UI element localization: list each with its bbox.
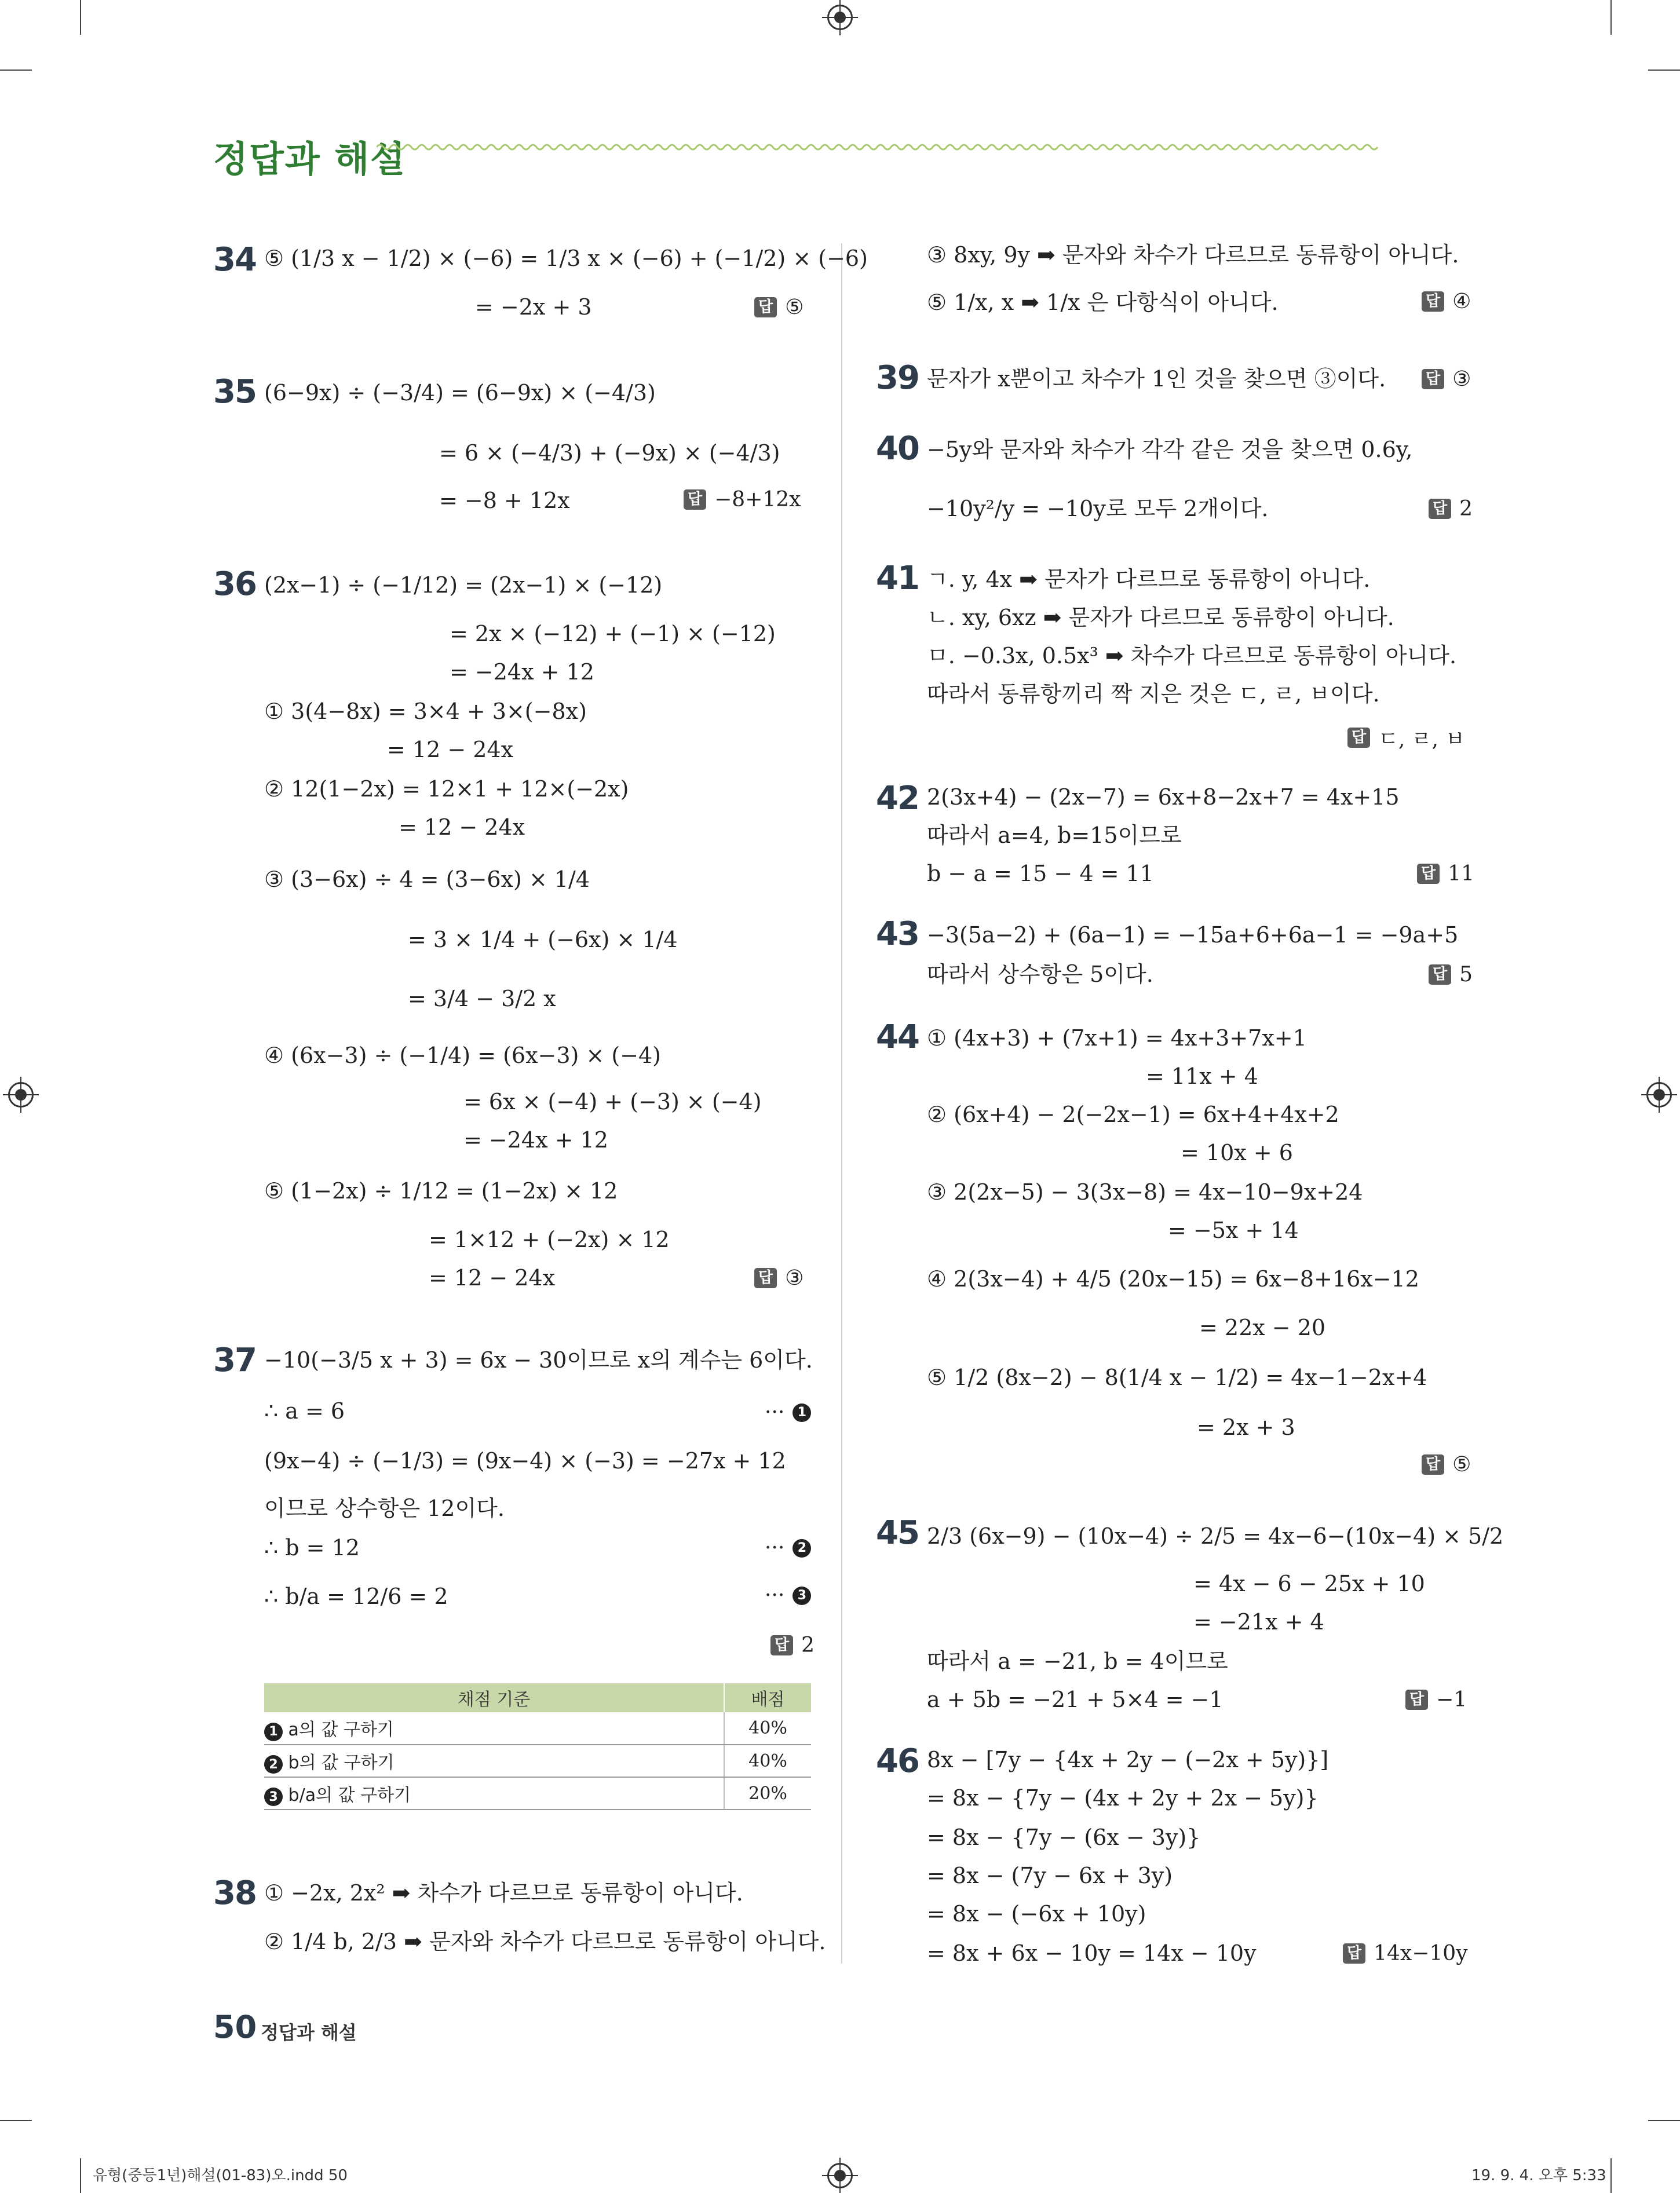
solution-line: ⑤ (1/3 x − 1/2) × (−6) = 1/3 x × (−6) + (−1/2) × (−6) [264,246,868,271]
answer-badge: 답 [1417,864,1440,884]
solution-line: ① (4x+3) + (7x+1) = 4x+3+7x+1 [927,1025,1307,1051]
footer-label: 정답과 해설 [261,2022,357,2044]
solution-line: b − a = 15 − 4 = 11 [927,861,1154,886]
solution-line: ⑤ 1/2 (8x−2) − 8(1/4 x − 1/2) = 4x−1−2x+4 [927,1365,1427,1390]
solution-line: = 1×12 + (−2x) × 12 [429,1227,670,1252]
solution-line: = 8x + 6x − 10y = 14x − 10y [927,1940,1257,1966]
answer [1405,1688,1467,1712]
solution-line: 따라서 a=4, b=15이므로 [927,823,1182,848]
table-header: 채점 기준 [264,1683,724,1712]
print-date: 19. 9. 4. 오후 5:33 [1471,2167,1606,2184]
solution-line: ㅁ. −0.3x, 0.5x³ ➡ 차수가 다르므로 동류항이 아니다. [927,643,1457,668]
solution-line: = 6x × (−4) + (−3) × (−4) [463,1089,762,1114]
step-marker [765,1584,811,1607]
answer [1347,723,1465,752]
header-wavy-line [377,141,1477,153]
problem-number: 38 [213,1874,256,1912]
answer-value: ⑤ [1452,1453,1471,1476]
table-cell: b의 값 구하기 [288,1752,395,1773]
answer [754,1266,804,1290]
solution-line: = 12 − 24x [399,814,525,840]
answer-badge: 답 [1422,291,1444,312]
solution-line: = 11x + 4 [1146,1063,1258,1089]
answer-value: 2 [801,1633,815,1657]
answer-value: 2 [1459,497,1473,521]
crop-mark [1648,70,1680,71]
answer [1429,963,1473,986]
solution-line: ② (6x+4) − 2(−2x−1) = 6x+4+4x+2 [927,1102,1339,1127]
step-dots: ··· [765,1536,785,1560]
table-cell: a의 값 구하기 [288,1720,394,1741]
solution-line: = −5x + 14 [1168,1218,1299,1243]
step-badge: 1 [792,1403,811,1422]
solution-line: 2/3 (6x−9) − (10x−4) ÷ 2/5 = 4x−6−(10x−4) × 5/2 [927,1523,1504,1549]
crop-mark [0,2120,32,2121]
answer-badge: 답 [1405,1690,1428,1710]
problem-number: 36 [213,565,256,603]
solution-line: 8x − [7y − {4x + 2y − (−2x + 5y)}] [927,1747,1329,1772]
answer-badge: 답 [1343,1943,1365,1964]
answer-value: −8+12x [714,488,801,511]
answer-badge: 답 [754,297,777,317]
table-header: 배점 [724,1683,811,1712]
step-badge: 3 [264,1788,283,1806]
solution-line: ① −2x, 2x² ➡ 차수가 다르므로 동류항이 아니다. [264,1880,743,1906]
answer-badge: 답 [1429,964,1451,985]
solution-line: = 3/4 − 3/2 x [408,986,556,1011]
answer [1343,1942,1468,1965]
solution-line: (2x−1) ÷ (−1/12) = (2x−1) × (−12) [264,572,663,598]
problem-number: 43 [876,915,919,953]
column-divider [841,243,842,1964]
registration-mark-icon [827,2163,853,2188]
solution-line: ∴ b = 12 [264,1535,360,1560]
problem-number: 44 [876,1018,919,1056]
table-cell: 40% [724,1712,811,1745]
problem-number: 42 [876,780,919,817]
registration-mark-icon [8,1082,34,1108]
solution-line: ㄱ. y, 4x ➡ 문자가 다르므로 동류항이 아니다. [927,566,1371,592]
registration-mark-icon [1646,1082,1672,1108]
answer [770,1633,815,1657]
problem-number: 39 [876,359,919,397]
answer-badge: 답 [1429,499,1451,519]
scoring-table [264,1683,811,1810]
solution-line: = 8x − (7y − 6x + 3y) [927,1863,1173,1888]
answer-value: ③ [1452,367,1471,391]
step-marker [765,1536,811,1560]
solution-line: ⑤ (1−2x) ÷ 1/12 = (1−2x) × 12 [264,1178,618,1204]
answer [1422,367,1471,391]
answer-value: 11 [1448,862,1474,886]
step-badge: 2 [264,1755,283,1774]
solution-line: = 8x − {7y − (4x + 2y + 2x − 5y)} [927,1785,1319,1811]
answer [754,295,804,319]
solution-line: ④ (6x−3) ÷ (−1/4) = (6x−3) × (−4) [264,1043,662,1068]
step-badge: 2 [792,1539,811,1558]
crop-mark [1648,2120,1680,2121]
table-row [264,1712,811,1745]
solution-line: ㄴ. xy, 6xz ➡ 문자가 다르므로 동류항이 아니다. [927,605,1394,630]
answer-value: −1 [1436,1688,1467,1712]
step-badge: 1 [264,1723,283,1741]
print-slug: 유형(중등1년)해설(01-83)오.indd 50 [93,2167,348,2184]
answer-badge: 답 [1347,728,1370,748]
answer-badge: 답 [1422,1454,1444,1475]
solution-line: ③ (3−6x) ÷ 4 = (3−6x) × 1/4 [264,867,590,892]
solution-line: −3(5a−2) + (6a−1) = −15a+6+6a−1 = −9a+5 [927,922,1459,948]
table-row [264,1777,811,1810]
solution-line: 따라서 상수항은 5이다. [927,962,1153,987]
answer-value: ④ [1452,290,1471,313]
solution-line: 문자가 x뿐이고 차수가 1인 것을 찾으면 ③이다. [927,366,1386,392]
answer-badge: 답 [1422,369,1444,389]
solution-line: = −2x + 3 [475,294,592,320]
solution-line: = 12 − 24x [429,1265,556,1291]
solution-line: 2(3x+4) − (2x−7) = 6x+8−2x+7 = 4x+15 [927,784,1400,810]
solution-line: 따라서 a = −21, b = 4이므로 [927,1649,1228,1674]
solution-line: −10(−3/5 x + 3) = 6x − 30이므로 x의 계수는 6이다. [264,1347,813,1373]
answer [1429,497,1473,521]
solution-line: (9x−4) ÷ (−1/3) = (9x−4) × (−3) = −27x + 12 [264,1448,786,1474]
solution-line: ③ 2(2x−5) − 3(3x−8) = 4x−10−9x+24 [927,1179,1363,1205]
problem-number: 34 [213,241,256,279]
solution-line: = −8 + 12x [439,488,570,513]
solution-line: ⑤ 1/x, x ➡ 1/x 은 다항식이 아니다. [927,290,1279,315]
solution-line: ② 12(1−2x) = 12×1 + 12×(−2x) [264,776,629,802]
table-cell: b/a의 값 구하기 [288,1785,411,1805]
answer-value: 14x−10y [1374,1942,1468,1965]
problem-number: 37 [213,1342,256,1379]
answer-value: ③ [785,1266,804,1290]
solution-line: 이므로 상수항은 12이다. [264,1496,505,1521]
answer-badge: 답 [754,1268,777,1288]
answer [1422,1453,1471,1476]
registration-mark-icon [827,5,853,30]
step-dots: ··· [765,1401,785,1424]
solution-line: = 2x + 3 [1197,1415,1295,1440]
answer [1422,290,1471,313]
solution-line: a + 5b = −21 + 5×4 = −1 [927,1687,1224,1712]
solution-line: = 2x × (−12) + (−1) × (−12) [450,621,776,646]
table-cell: 40% [724,1745,811,1777]
solution-line: = 6 × (−4/3) + (−9x) × (−4/3) [439,440,780,466]
solution-line: ∴ a = 6 [264,1398,345,1424]
problem-number: 35 [213,373,256,411]
answer-badge: 답 [684,489,706,510]
solution-line: = 8x − {7y − (6x − 3y)} [927,1825,1201,1850]
solution-line: = 3 × 1/4 + (−6x) × 1/4 [408,927,678,952]
solution-line: −5y와 문자와 차수가 각각 같은 것을 찾으면 0.6y, [927,437,1413,462]
answer-value: ㄷ, ㄹ, ㅂ [1378,728,1466,751]
table-row [264,1745,811,1777]
solution-line: ② 1/4 b, 2/3 ➡ 문자와 차수가 다르므로 동류항이 아니다. [264,1929,826,1954]
problem-number: 40 [876,430,919,467]
answer-value: ⑤ [785,295,804,319]
solution-line: = 22x − 20 [1199,1315,1326,1340]
answer [1417,862,1474,886]
crop-mark [1610,0,1612,35]
table-cell: 20% [724,1777,811,1810]
solution-line: ∴ b/a = 12/6 = 2 [264,1584,448,1609]
crop-mark [0,70,32,71]
solution-line: 따라서 동류항끼리 짝 지은 것은 ㄷ, ㄹ, ㅂ이다. [927,681,1380,707]
solution-line: (6−9x) ÷ (−3/4) = (6−9x) × (−4/3) [264,380,656,405]
solution-line: = −24x + 12 [463,1127,608,1153]
page-header-title: 정답과 해설 [213,138,407,180]
solution-line: = −21x + 4 [1193,1609,1324,1635]
solution-line: = 12 − 24x [387,737,514,762]
solution-line: = 4x − 6 − 25x + 10 [1193,1571,1425,1596]
solution-line: ④ 2(3x−4) + 4/5 (20x−15) = 6x−8+16x−12 [927,1266,1419,1292]
problem-number: 45 [876,1514,919,1552]
problem-number: 46 [876,1742,919,1780]
step-dots: ··· [765,1584,785,1607]
step-badge: 3 [792,1587,811,1605]
solution-line: = 10x + 6 [1181,1140,1293,1165]
page-number: 50 [213,2009,257,2045]
crop-mark [80,2158,81,2193]
answer-badge: 답 [770,1635,793,1655]
solution-line: = 8x − (−6x + 10y) [927,1901,1146,1927]
crop-mark [1610,2158,1612,2193]
crop-mark [80,0,81,35]
answer [684,488,801,511]
solution-line: ③ 8xy, 9y ➡ 문자와 차수가 다르므로 동류항이 아니다. [927,242,1459,268]
step-marker [765,1401,811,1424]
answer-value: 5 [1459,963,1473,986]
solution-line: ① 3(4−8x) = 3×4 + 3×(−8x) [264,699,587,724]
solution-line: −10y²/y = −10y로 모두 2개이다. [927,496,1269,521]
solution-line: = −24x + 12 [450,659,594,685]
problem-number: 41 [876,560,919,597]
